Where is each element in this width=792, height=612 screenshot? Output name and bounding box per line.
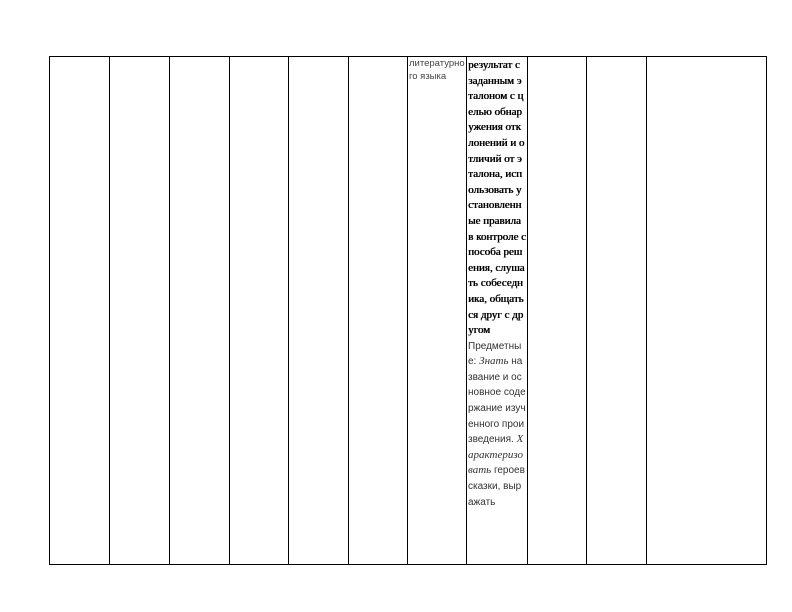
- table-cell-3: [170, 57, 230, 565]
- literature-language-text: литературного языка: [409, 58, 465, 82]
- table-row: [50, 57, 767, 565]
- table-cell-1: [50, 57, 110, 565]
- table-cell-10: [587, 57, 647, 565]
- subject-know-italic: Знать: [479, 355, 509, 368]
- table-cell-competencies: [467, 57, 528, 565]
- table-cell-9: [528, 57, 587, 565]
- subject-label: Предметные:: [468, 340, 522, 368]
- table-cell-4: [230, 57, 289, 565]
- table-cell-5: [289, 57, 349, 565]
- subject-char-text: героев сказки, выражать: [468, 465, 525, 508]
- subject-know-text: название и основное содержание изученного произведения.: [468, 356, 526, 446]
- subject-competencies-text: [468, 339, 526, 511]
- table-cell-6: [349, 57, 408, 565]
- table-cell-11: [647, 57, 767, 565]
- subject-char-italic: Характеризовать: [468, 433, 524, 477]
- table-cell-2: [110, 57, 170, 565]
- document-table: [49, 56, 767, 565]
- table-cell-literature: [408, 57, 467, 565]
- regulatory-competencies-text: результат с заданным эталоном с целью обнаружения отклонений и отличий от эталона, использовать установленные правила в контроле способа решения, слушать собеседника, общаться друг с другом: [468, 59, 526, 337]
